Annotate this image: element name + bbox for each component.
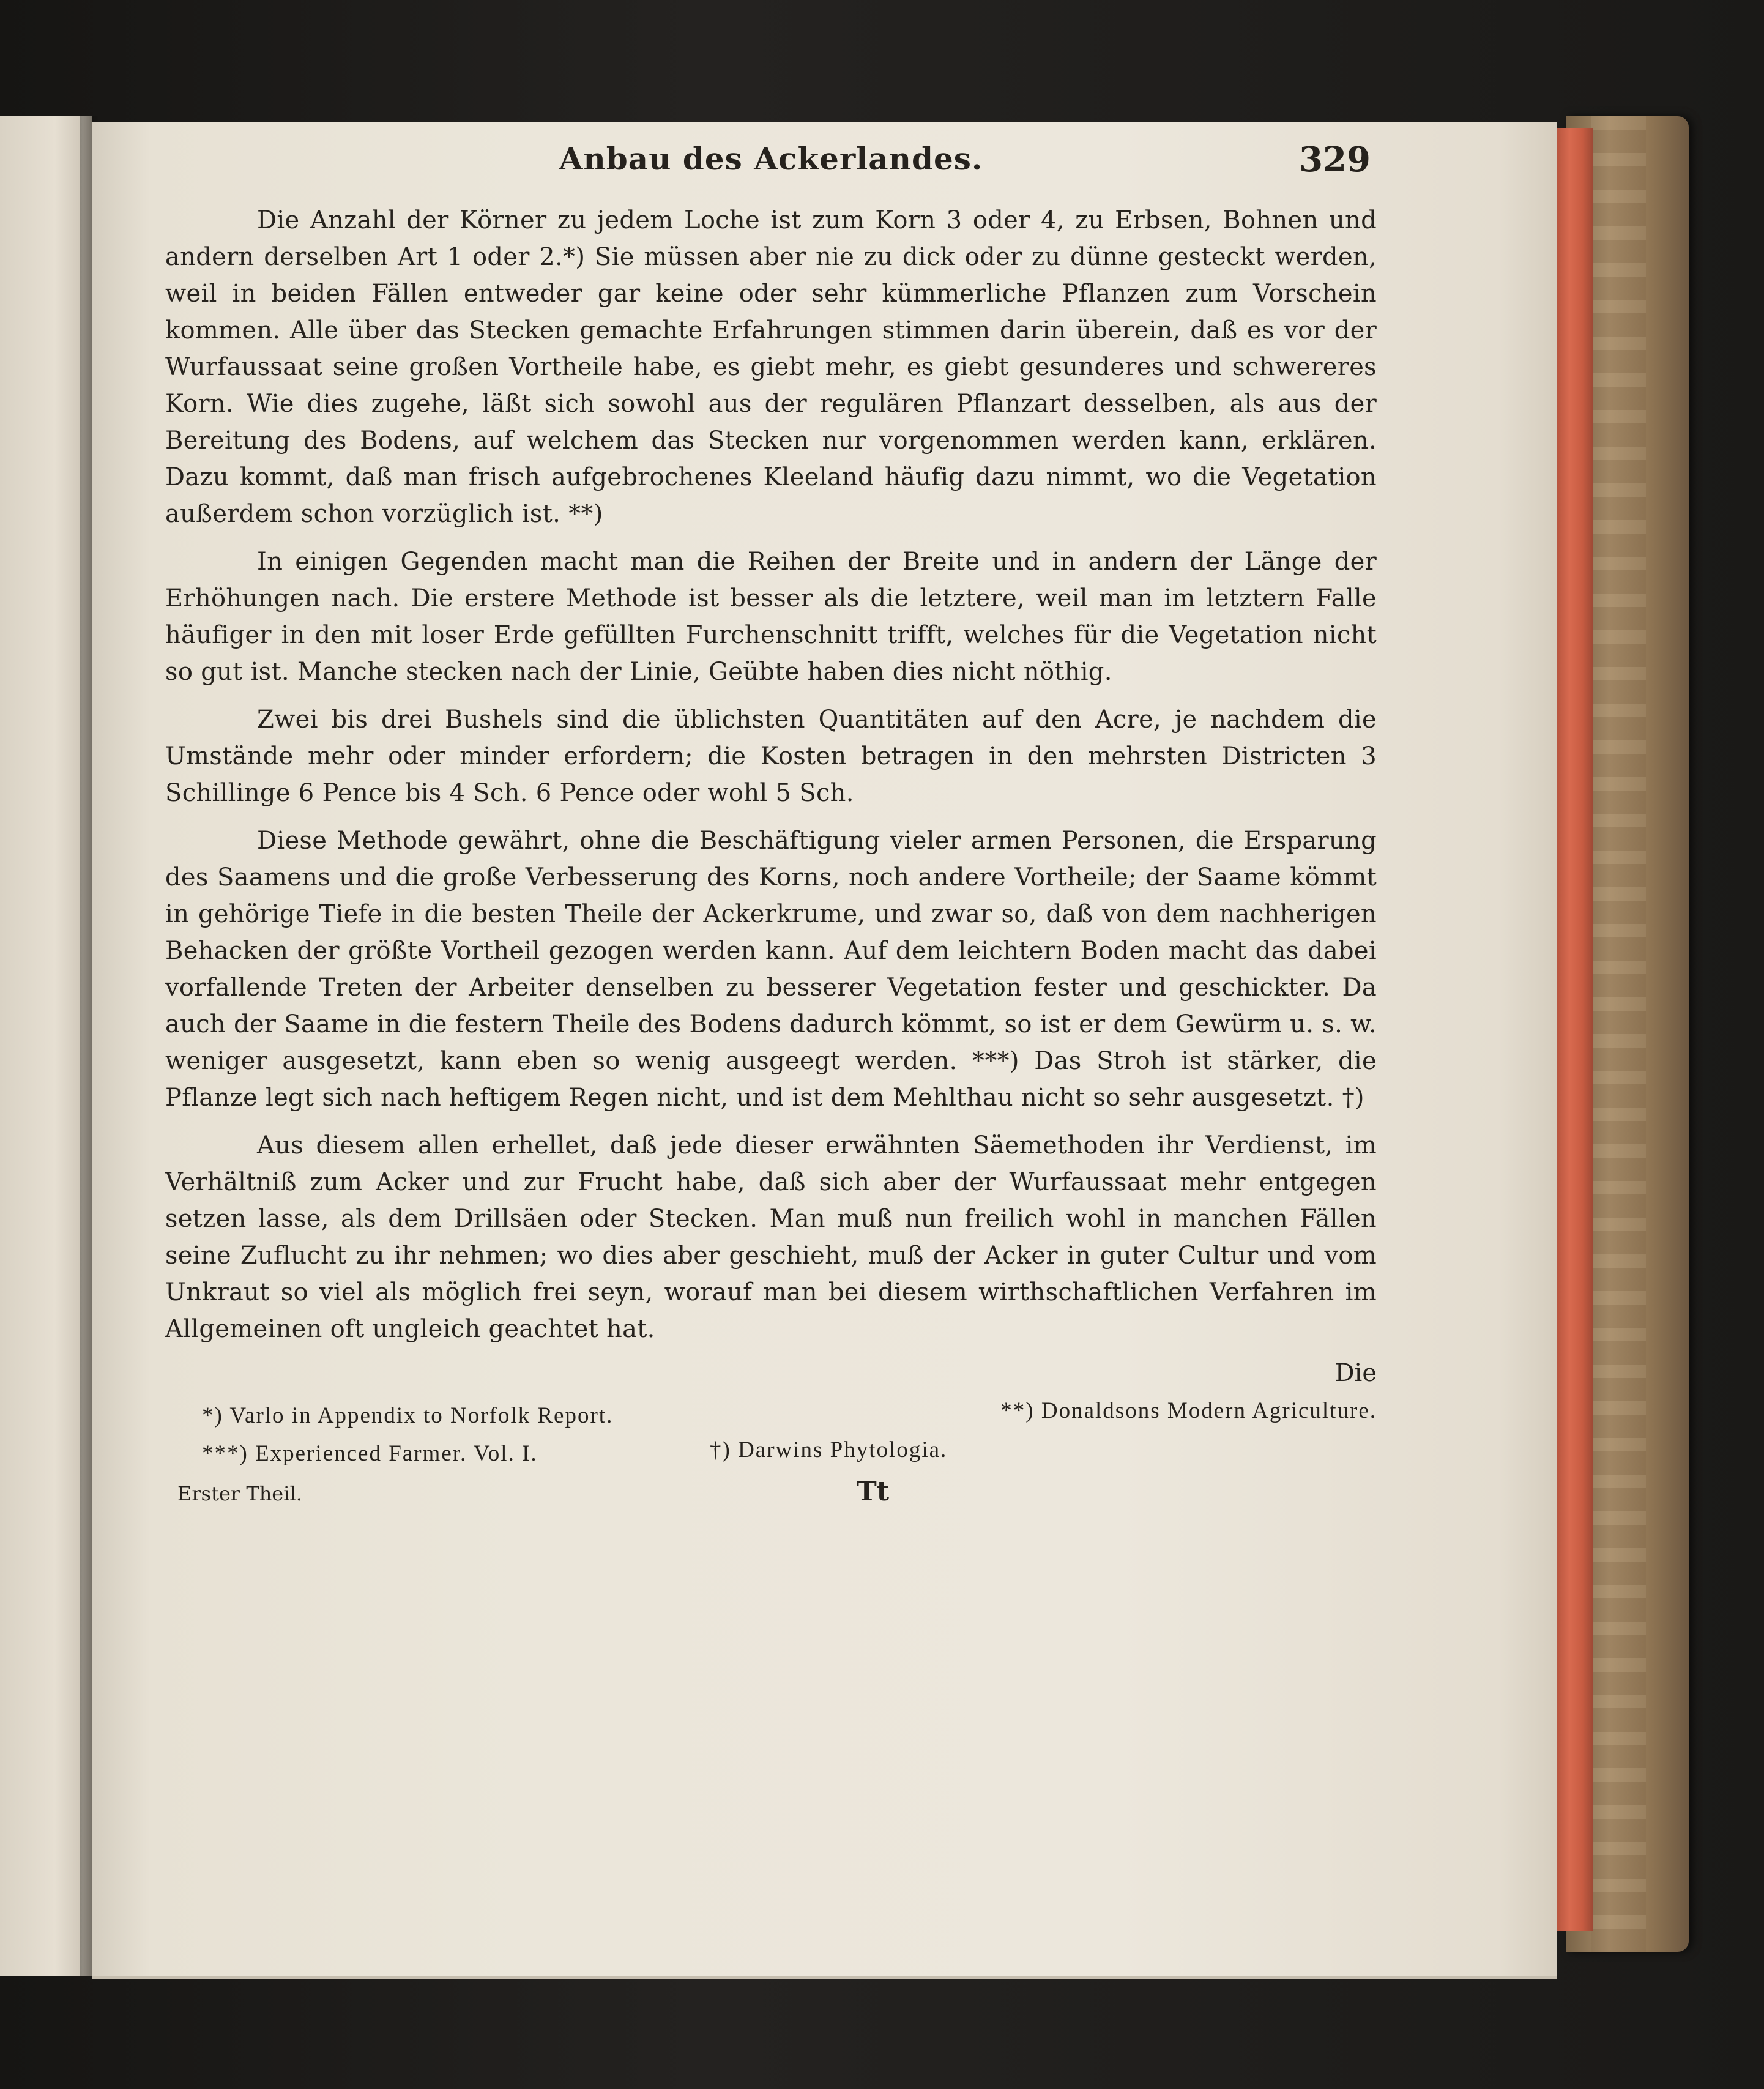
page-text-block xyxy=(165,141,1377,1531)
red-page-edges xyxy=(1557,128,1593,1931)
paragraph-4: Diese Methode gewährt, ohne die Beschäftigung vieler armen Personen, die Ersparung des Saamens und die große Verbesserung des Korns, noch andere Vortheile; der Saame kömmt in gehörige Tiefe in die besten Theile der Ackerkrume, und zwar so, daß von dem nachherigen Behacken der größte Vortheil gezogen werden kann. Auf dem leichtern Boden macht das dabei vorfallende Treten der Arbeiter denselben zu besserer Vegetation fester und geschickter. Da auch der Saame in die festern Theile des Bodens dadurch kömmt, so ist er dem Gewürm u. s. w. weniger ausgesetzt, kann eben so wenig ausgeegt werden. ***) Das Stroh ist stärker, die Pflanze legt sich nach heftigem Regen nicht, und ist dem Mehlthau nicht so sehr ausgesetzt. †) xyxy=(165,827,1377,1112)
paragraph-5: Aus diesem allen erhellet, daß jede dieser erwähnten Säemethoden ihr Verdienst, im Verhältniß zum Acker und zur Frucht habe, daß sich aber der Wurfaussaat mehr entgegen setzen lasse, als dem Drillsäen oder Stecken. Man muß nun freilich wohl in manchen Fällen seine Zuflucht zu ihr nehmen; wo dies aber geschieht, muß der Acker in guter Cultur und vom Unkraut so viel als möglich frei seyn, worauf man bei diesem wirthschaftlichen Verfahren im Allgemeinen oft ungleich geachtet hat. xyxy=(165,1131,1377,1343)
paragraph-2: In einigen Gegenden macht man die Reihen der Breite und in andern der Länge der Erhöhungen nach. Die erstere Methode ist besser als die letztere, weil man im letztern Falle häufiger in den mit loser Erde gefüllten Furchenschnitt trifft, welches für die Vegetation nicht so gut ist. Manche stecken nach der Linie, Geübte haben dies nicht nöthig. xyxy=(165,548,1377,686)
running-title: Anbau des Ackerlandes. xyxy=(559,141,983,177)
left-page-edge xyxy=(0,116,92,1976)
footnote-3: ***) Experienced Farmer. Vol. I. xyxy=(202,1441,538,1466)
signature-label: Erster Theil. xyxy=(177,1482,302,1505)
footnote-2: **) Donaldsons Modern Agriculture. xyxy=(1000,1398,1377,1423)
paragraph-1: Die Anzahl der Körner zu jedem Loche ist zum Korn 3 oder 4, zu Erbsen, Bohnen und andern derselben Art 1 oder 2.*) Sie müssen aber nie zu dick oder zu dünne gesteckt werden, weil in beiden Fällen entweder gar keine oder sehr kümmerliche Pflanzen zum Vorschein kommen. Alle über das Stecken gemachte Erfahrungen stimmen darin überein, daß es vor der Wurfaussaat seine großen Vortheile habe, es giebt mehr, es giebt gesunderes und schwereres Korn. Wie dies zugehe, läßt sich sowohl aus der regulären Pflanzart desselben, als aus der Bereitung des Bodens, auf welchem das Stecken nur vorgenommen werden kann, erklären. Dazu kommt, daß man frisch aufgebrochenes Kleeland häufig dazu nimmt, wo die Vegetation außerdem schon vorzüglich ist. **) xyxy=(165,206,1377,528)
footnote-4: †) Darwins Phytologia. xyxy=(710,1437,948,1462)
footnotes xyxy=(165,1398,1377,1476)
footnote-1: *) Varlo in Appendix to Norfolk Report. xyxy=(202,1403,614,1428)
signature-mark: Tt xyxy=(857,1476,890,1507)
paragraph-3: Zwei bis drei Bushels sind die üblichsten Quantitäten auf den Acre, je nachdem die Umstände mehr oder minder erfordern; die Kosten betragen in den mehrsten Districten 3 Schillinge 6 Pence bis 4 Sch. 6 Pence oder wohl 5 Sch. xyxy=(165,706,1377,807)
page-number: 329 xyxy=(1299,140,1371,180)
running-head xyxy=(165,141,1377,202)
signature-row xyxy=(165,1476,1377,1531)
catchword: Die xyxy=(1334,1359,1377,1387)
